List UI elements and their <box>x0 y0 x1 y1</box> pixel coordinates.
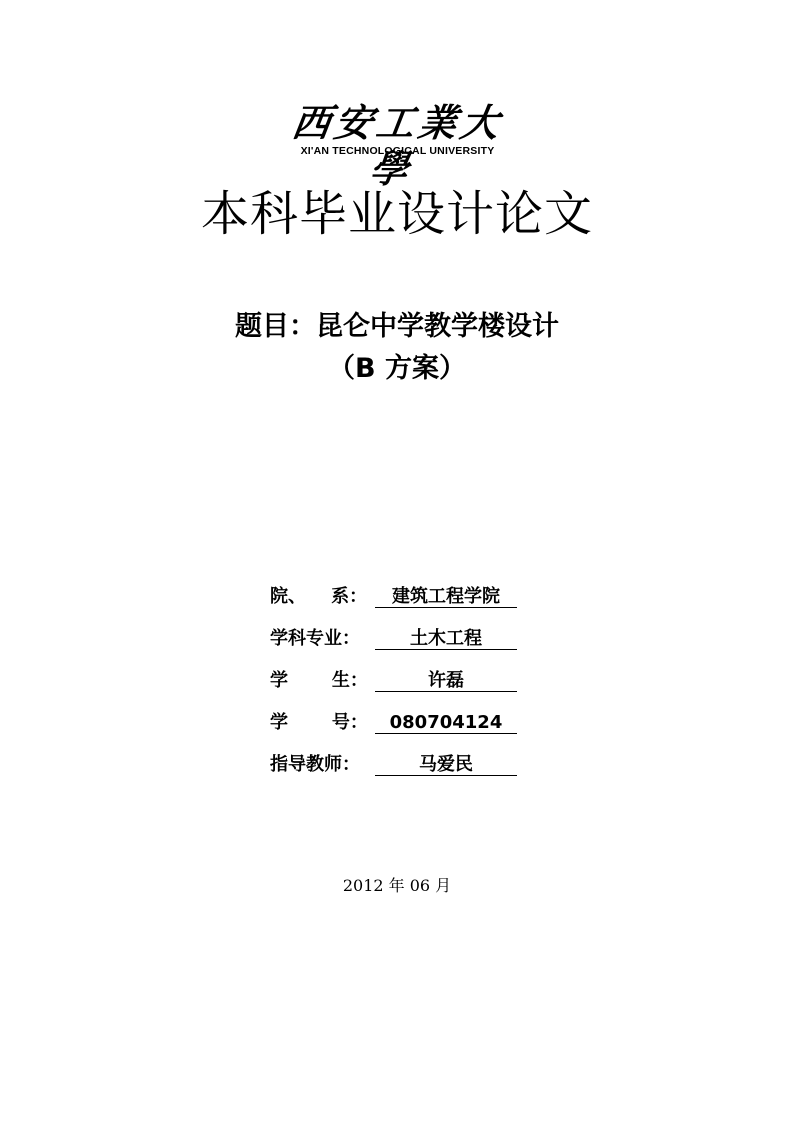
info-value: 土木工程 <box>375 624 517 650</box>
info-row-student <box>270 666 570 708</box>
info-row-student-id <box>270 708 570 750</box>
info-value: 080704124 <box>375 708 517 734</box>
university-name-calligraphy: 西安工業大學 <box>289 100 506 191</box>
info-value: 建筑工程学院 <box>375 582 517 608</box>
university-logo <box>280 100 515 191</box>
info-row-major <box>270 624 570 666</box>
student-info-block <box>270 582 570 792</box>
thesis-subtitle: （B 方案） <box>328 353 466 384</box>
info-row-department <box>270 582 570 624</box>
info-value: 许磊 <box>375 666 517 692</box>
info-label: 学 号： <box>270 712 368 733</box>
university-name-english: XI'AN TECHNOLOGICAL UNIVERSITY <box>300 145 495 157</box>
info-value: 马爱民 <box>375 750 517 776</box>
document-type-heading: 本科毕业设计论文 <box>200 186 593 242</box>
info-label: 学 生： <box>270 670 368 691</box>
info-row-advisor <box>270 750 570 792</box>
info-label: 学科专业： <box>270 628 360 649</box>
submission-date: 2012 年 06 月 <box>342 876 452 895</box>
info-label: 院、 系： <box>270 586 368 607</box>
thesis-title: 题目：昆仑中学教学楼设计 <box>235 311 559 342</box>
info-label: 指导教师： <box>270 754 360 775</box>
